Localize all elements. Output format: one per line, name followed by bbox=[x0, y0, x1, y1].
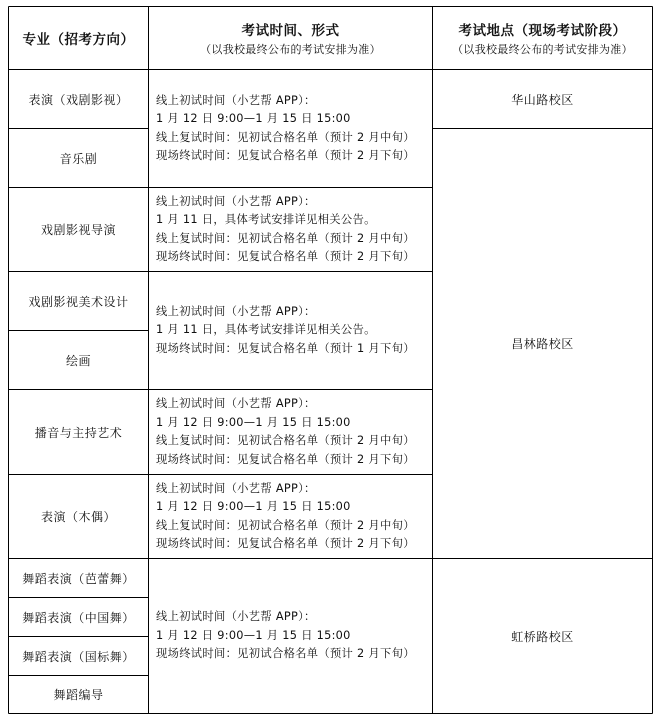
header-location-note: （以我校最终公布的考试安排为准） bbox=[452, 43, 633, 56]
schedule-line: 线上初试时间（小艺帮 APP）： bbox=[156, 397, 316, 410]
schedule-line: 现场终试时间：见复试合格名单（预计 2 月下旬） bbox=[156, 250, 415, 263]
schedule-line: 1 月 12 日 9:00—1 月 15 日 15:00 bbox=[156, 415, 351, 429]
schedule-cell bbox=[149, 390, 432, 474]
major-cell bbox=[9, 676, 148, 713]
schedule-cell bbox=[149, 272, 432, 389]
schedule-line: 线上初试时间（小艺帮 APP）： bbox=[156, 194, 316, 208]
major-label: 表演（戏剧影视） bbox=[28, 92, 129, 107]
schedule-cell bbox=[149, 188, 432, 271]
schedule-line: 线上初试时间（小艺帮 APP）： bbox=[156, 610, 316, 624]
schedule-line: 1 月 12 日 9:00—1 月 15 日 15:00 bbox=[156, 500, 351, 513]
major-label: 音乐剧 bbox=[59, 151, 98, 166]
major-cell bbox=[9, 331, 148, 389]
major-cell bbox=[9, 637, 148, 675]
schedule-line: 线上初试时间（小艺帮 APP）： bbox=[156, 304, 316, 318]
major-label: 绘画 bbox=[65, 353, 91, 368]
schedule-line: 现场终试时间：见复试合格名单（预计 2 月下旬） bbox=[156, 452, 415, 466]
schedule-cell bbox=[149, 475, 432, 558]
schedule-line: 现场终试时间：见初试合格名单（预计 2 月下旬） bbox=[156, 647, 415, 661]
schedule-line: 线上复试时间：见初试合格名单（预计 2 月中旬） bbox=[156, 434, 415, 447]
schedule-cell bbox=[149, 559, 432, 713]
header-location-title: 考试地点（现场考试阶段） bbox=[458, 23, 627, 39]
schedule-line: 现场终试时间：见复试合格名单（预计 1 月下旬） bbox=[156, 341, 415, 355]
location-cell bbox=[433, 559, 652, 713]
schedule-cell bbox=[149, 70, 432, 187]
location-cell bbox=[433, 129, 652, 558]
major-cell bbox=[9, 390, 148, 474]
major-cell bbox=[9, 272, 148, 330]
header-major-label: 专业（招考方向） bbox=[22, 32, 135, 48]
schedule-line: 线上初试时间（小艺帮 APP）： bbox=[156, 93, 316, 107]
major-label: 播音与主持艺术 bbox=[34, 425, 123, 440]
major-label: 舞蹈表演（国标舞） bbox=[22, 649, 135, 664]
header-schedule-note: （以我校最终公布的考试安排为准） bbox=[200, 43, 381, 56]
schedule-line: 现场终试时间：见复试合格名单（预计 2 月下旬） bbox=[156, 149, 415, 162]
header-location bbox=[433, 7, 652, 69]
major-cell bbox=[9, 598, 148, 636]
major-label: 舞蹈表演（芭蕾舞） bbox=[22, 571, 135, 586]
header-schedule bbox=[149, 7, 432, 69]
location-label: 虹桥路校区 bbox=[511, 629, 574, 644]
major-label: 舞蹈编导 bbox=[53, 688, 104, 702]
schedule-line: 现场终试时间：见复试合格名单（预计 2 月下旬） bbox=[156, 537, 415, 550]
major-label: 戏剧影视导演 bbox=[40, 223, 116, 237]
major-cell bbox=[9, 129, 148, 187]
location-label: 华山路校区 bbox=[511, 92, 574, 107]
schedule-line: 1 月 12 日 9:00—1 月 15 日 15:00 bbox=[156, 112, 351, 125]
major-cell bbox=[9, 188, 148, 271]
schedule-line: 1 月 12 日 9:00—1 月 15 日 15:00 bbox=[156, 628, 351, 642]
header-major bbox=[9, 7, 148, 69]
location-cell bbox=[433, 70, 652, 128]
schedule-line: 线上初试时间（小艺帮 APP）： bbox=[156, 481, 316, 495]
major-label: 舞蹈表演（中国舞） bbox=[22, 610, 135, 625]
header-schedule-title: 考试时间、形式 bbox=[241, 23, 340, 39]
schedule-line: 线上复试时间：见初试合格名单（预计 2 月中旬） bbox=[156, 130, 415, 144]
major-cell bbox=[9, 475, 148, 558]
schedule-line: 1 月 11 日，具体考试安排详见相关公告。 bbox=[156, 213, 376, 226]
major-cell bbox=[9, 559, 148, 597]
schedule-line: 线上复试时间：见初试合格名单（预计 2 月中旬） bbox=[156, 231, 415, 245]
schedule-line: 1 月 11 日，具体考试安排详见相关公告。 bbox=[156, 323, 376, 337]
major-label: 表演（木偶） bbox=[40, 510, 116, 524]
location-label: 昌林路校区 bbox=[511, 337, 574, 351]
major-label: 戏剧影视美术设计 bbox=[28, 294, 129, 309]
schedule-line: 线上复试时间：见初试合格名单（预计 2 月中旬） bbox=[156, 518, 415, 532]
major-cell bbox=[9, 70, 148, 128]
